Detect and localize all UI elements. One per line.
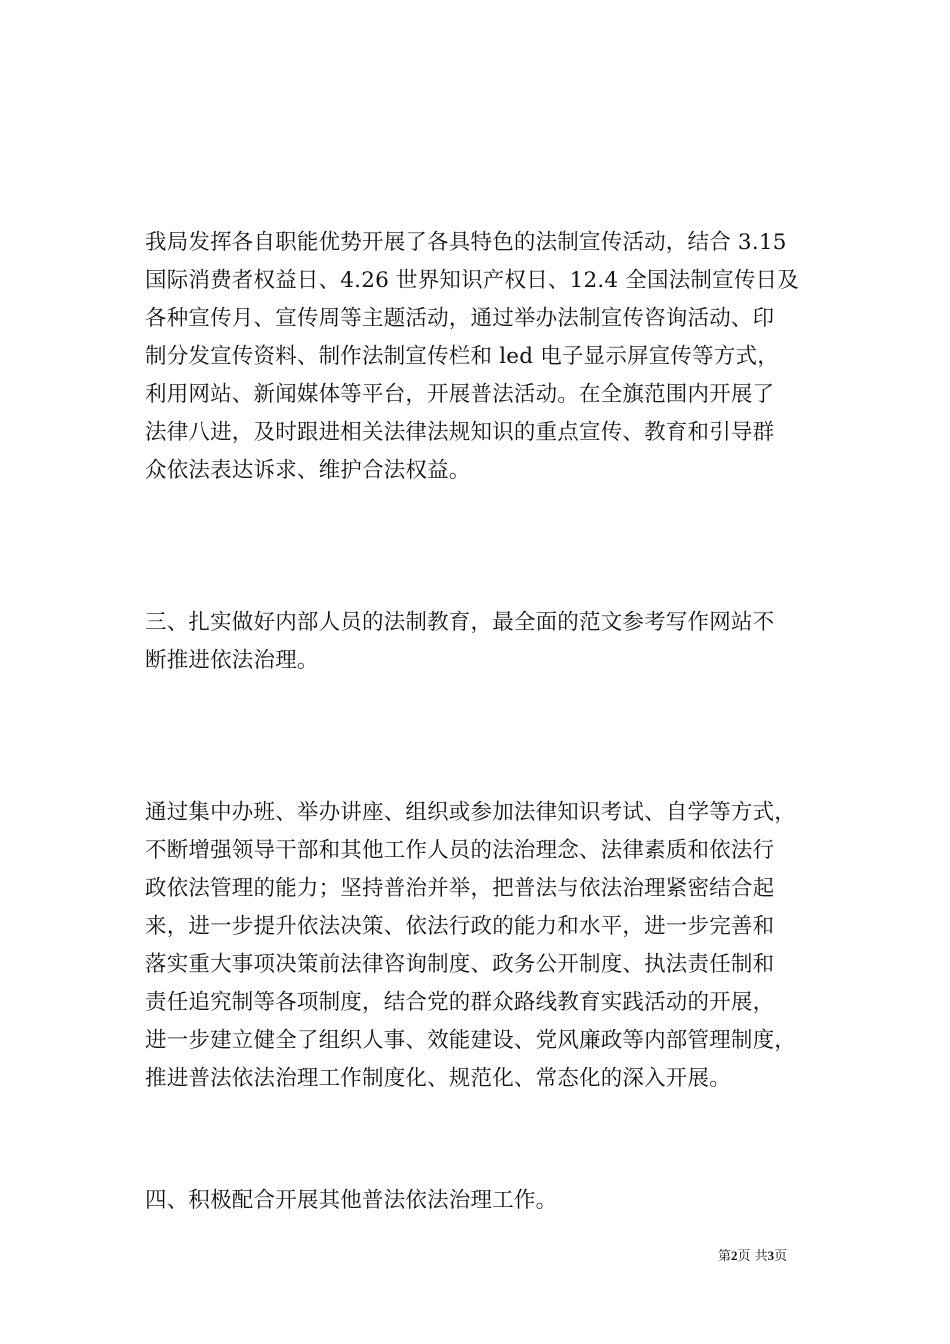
footer-prefix: 第 <box>718 1249 732 1264</box>
paragraph-1-line: 我局发挥各自职能优势开展了各具特色的法制宣传活动，结合 3.15 <box>145 230 787 255</box>
paragraph-3-line: 落实重大事项决策前法律咨询制度、政务公开制度、执法责任制和 <box>145 952 775 977</box>
paragraph-3-line: 推进普法依法治理工作制度化、规范化、常态化的深入开展。 <box>145 1066 731 1091</box>
paragraph-3-line: 责任追究制等各项制度，结合党的群众路线教育实践活动的开展， <box>145 990 775 1015</box>
paragraph-3-line: 进一步建立健全了组织人事、效能建设、党风廉政等内部管理制度， <box>145 1028 797 1053</box>
paragraph-1-line: 制分发宣传资料、制作法制宣传栏和 led 电子显示屏宣传等方式， <box>145 344 779 369</box>
paragraph-1-line: 利用网站、新闻媒体等平台，开展普法活动。在全旗范围内开展了 <box>145 382 775 407</box>
section-heading-4: 四、积极配合开展其他普法依法治理工作。 <box>145 1188 558 1213</box>
footer-current-page: 2 <box>731 1248 738 1263</box>
section-heading-3: 断推进依法治理。 <box>145 648 319 673</box>
paragraph-1-line: 法律八进，及时跟进相关法律法规知识的重点宣传、教育和引导群 <box>145 420 775 445</box>
paragraph-1-line: 国际消费者权益日、4.26 世界知识产权日、12.4 全国法制宣传日及 <box>145 268 799 293</box>
footer-suffix: 页 <box>774 1249 788 1264</box>
page-number-footer <box>718 1247 787 1266</box>
paragraph-3-line: 不断增强领导干部和其他工作人员的法治理念、法律素质和依法行 <box>145 838 775 863</box>
paragraph-1-line: 各种宣传月、宣传周等主题活动，通过举办法制宣传咨询活动、印 <box>145 306 775 331</box>
footer-middle: 页 共 <box>737 1249 768 1264</box>
paragraph-3-line: 来，进一步提升依法决策、依法行政的能力和水平，进一步完善和 <box>145 914 775 939</box>
paragraph-1-line: 众依法表达诉求、维护合法权益。 <box>145 458 471 483</box>
paragraph-3-line: 政依法管理的能力；坚持普治并举，把普法与依法治理紧密结合起 <box>145 876 775 901</box>
paragraph-3-line: 通过集中办班、举办讲座、组织或参加法律知识考试、自学等方式， <box>145 800 797 825</box>
section-heading-3: 三、扎实做好内部人员的法制教育，最全面的范文参考写作网站不 <box>145 610 775 635</box>
footer-total-pages: 3 <box>767 1248 775 1263</box>
